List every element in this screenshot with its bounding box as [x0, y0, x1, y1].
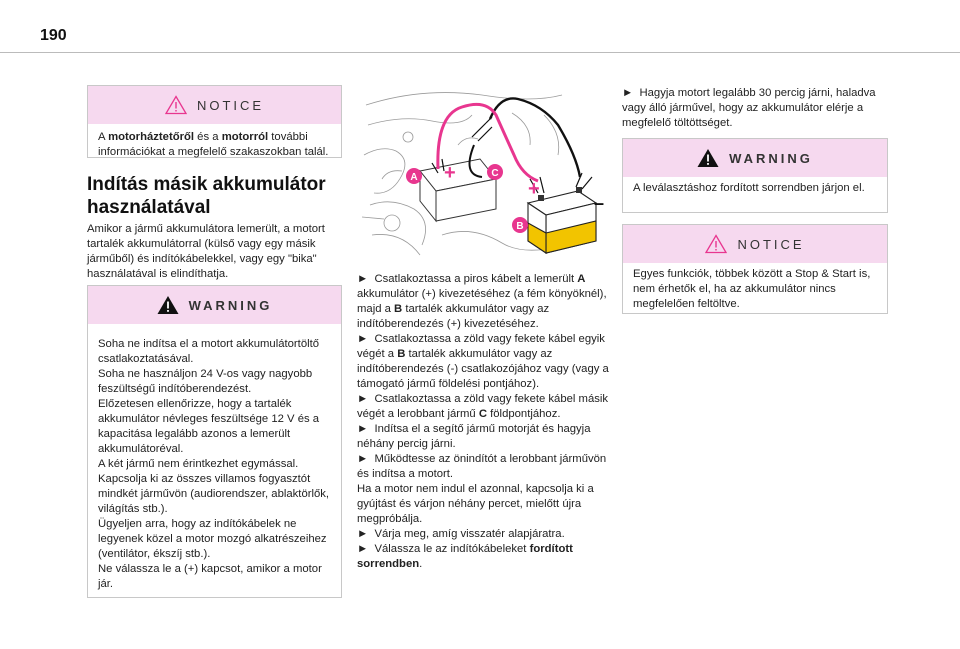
header-divider [0, 52, 960, 53]
notice-text: A motorháztetőről és a motorról további információkat a megfelelő szakaszokban talál. [98, 131, 329, 158]
step-3: ► Csatlakoztassa a zöld vagy fekete kábel másik végét a lerobbant jármű C földpontjához. [357, 393, 609, 420]
warning-title: WARNING [188, 297, 273, 313]
caution-triangle-icon [705, 234, 727, 254]
plus-sign-spare: + [528, 178, 540, 200]
step-5: ► Működtesse az önindítót a lerobbant járművön és indítsa a motort. [357, 453, 607, 480]
step-4: ► Indítsa el a segítő jármű motorját és hagyja néhány percig járni. [357, 423, 591, 450]
notice-box [87, 85, 342, 158]
label-a: A [410, 172, 418, 183]
notice-header-2 [623, 225, 887, 263]
caution-triangle-icon [165, 95, 187, 115]
step-7: ► Válassza le az indítókábeleket fordított sorrendben. [357, 543, 573, 570]
notice-text-2: Egyes funkciók, többek között a Stop & Start is, nem érhetők el, ha az akkumulátor nincs megfelelően feltöltve. [633, 268, 871, 310]
notice-title-2: NOTICE [737, 236, 805, 252]
minus-sign-spare: – [594, 193, 605, 213]
jump-start-illustration [362, 85, 614, 263]
label-b: B [516, 221, 524, 232]
warning-triangle-icon [157, 295, 179, 315]
notice-header [88, 86, 341, 124]
label-c: C [491, 168, 499, 179]
warning-text: Soha ne indítsa el a motort akkumulátortöltő csatlakoztatásával. Soha ne használjon 24 V-os vagy nagyobb feszültségű indítóberendezést. Előzetesen ellenőrizze, hogy a tartalék akkumulátor névleges feszültsége 12 V és a kapacitása legalább azonos a lemerült akkumulátoréval. A két jármű nem érintkezhet egymással. Kapcsolja ki az összes villamos fogyasztót mindkét járművön (audiorendszer, ablaktörlők, világítás stb.). Ügyeljen arra, hogy az indítókábelek ne legyenek közel a motor mozgó alkatrészeihez (ventilátor, ékszíj stb.). Ne válassza le a (+) kapcsot, amikor a motor jár. [98, 338, 330, 590]
notice-title: NOTICE [196, 97, 265, 113]
notice-box-2 [622, 224, 888, 314]
step-1: ► Csatlakoztassa a piros kábelt a lemerült A akkumulátor (+) kivezetéséhez (a fém könyöknél), majd a B tartalék akkumulátor vagy az indítóberendezés (+) kivezetéséhez. [357, 273, 607, 330]
page-number: 190 [40, 27, 67, 44]
warning-header [88, 286, 341, 324]
warning-box [87, 285, 342, 598]
intro-paragraph: Amikor a jármű akkumulátora lemerült, a motort tartalék akkumulátorral (külső vagy egy másik járműből) és indítókábelekkel, vagy egy "bika" használatával is elindíthatja. [87, 223, 325, 280]
section-title: Indítás másik akkumulátor használatával [87, 174, 326, 218]
step-5-note: Ha a motor nem indul el azonnal, kapcsolja ki a gyújtást és várjon néhány percet, mielőtt újra megpróbálja. [357, 483, 594, 525]
step-8: ► Hagyja motort legalább 30 percig járni, haladva vagy álló járművel, hogy az akkumulátor elérje a megfelelő töltöttséget. [622, 87, 876, 129]
step-6: ► Várja meg, amíg visszatér alapjáratra. [357, 528, 565, 540]
warning-text-2: A leválasztáshoz fordított sorrendben járjon el. [633, 182, 865, 194]
warning-triangle-icon [697, 148, 719, 168]
steps-list [357, 272, 619, 572]
warning-header-2 [623, 139, 887, 177]
step-2: ► Csatlakoztassa a zöld vagy fekete kábel egyik végét a B tartalék akkumulátor vagy az indítóberendezés (-) csatlakozójához vagy (vagy a támogató jármű földelési pontjához). [357, 333, 609, 390]
warning-title-2: WARNING [729, 150, 813, 166]
warning-box-2 [622, 138, 888, 213]
plus-sign-car: + [444, 162, 456, 184]
